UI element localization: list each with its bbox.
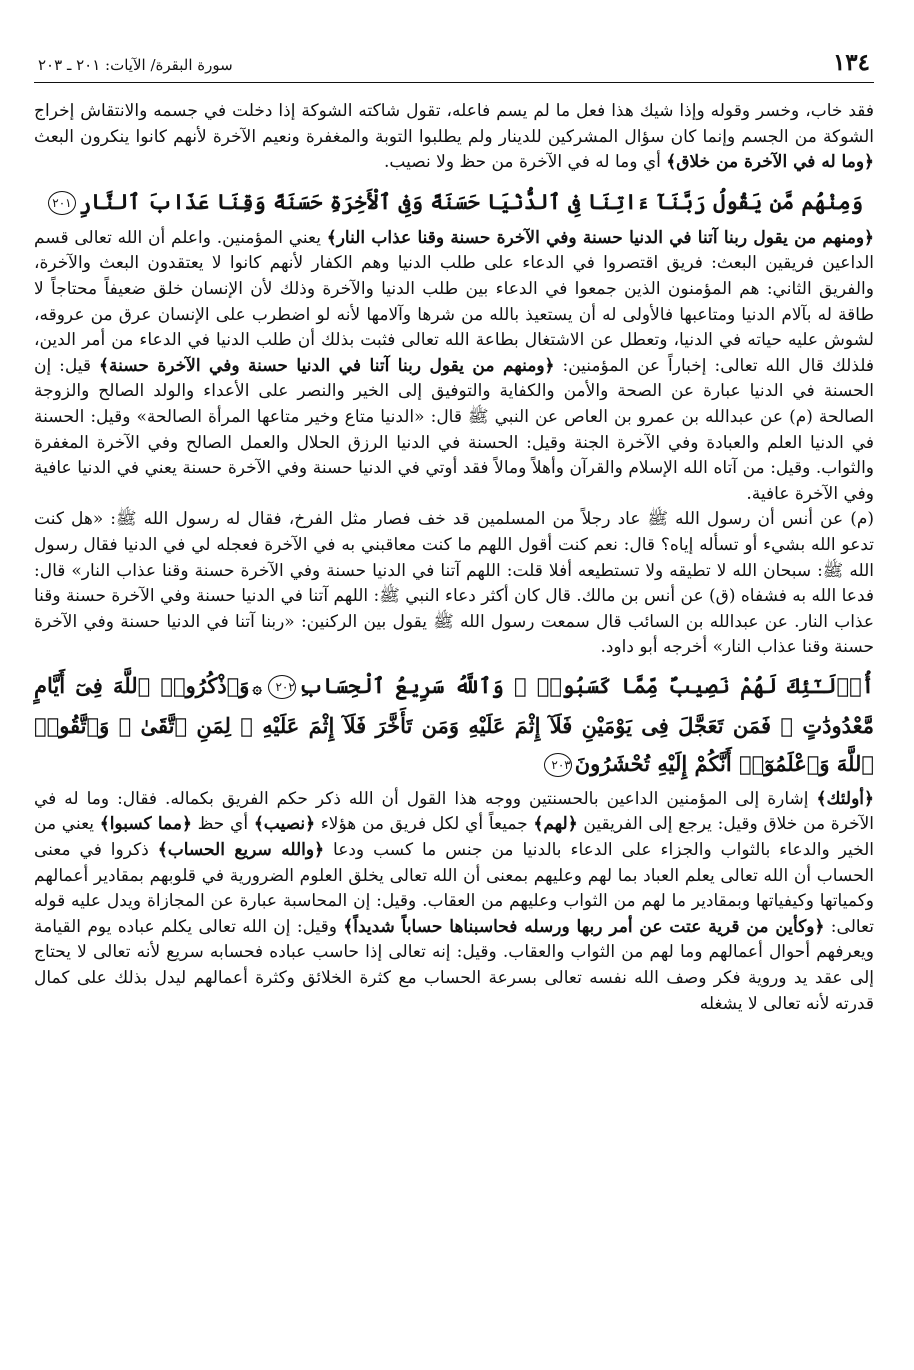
surah-verses-label: سورة البقرة/ الآيات: ٢٠١ ـ ٢٠٣: [38, 56, 233, 74]
text-run: ذكروا في معنى الحساب أن الله تعالى يعلم العباد بما لهم وعليهم بمعنى أن الله تعالى يخلق العلوم الضرورية في قلوبهم بمقادير أعمالهم وكمياتها وكيفياتها وبمقادير ما لهم من الثواب وعليهم من العقاب. وقيل: إن المحاسبة عبارة عن المجازاة ويدل عليه قوله تعالى:: [34, 840, 874, 937]
quran-quote: ﴿أولئك﴾: [816, 788, 874, 809]
text-run: أي وما له في الآخرة من حظ ولا نصيب.: [384, 152, 667, 173]
ayah-text: وَمِنْهُم مَّن يَقُولُ رَبَّنَآ ءَاتِنَا فِى ٱلدُّنْيَا حَسَنَةً وَفِى ٱلْأَخِرَةِ حَسَنَةً وَقِنَا عَذَابَ ٱلنَّارِ: [78, 188, 864, 214]
text-run: جميعاً أي لكل فريق من هؤلاء: [315, 814, 534, 835]
ayah-number-marker: ٢٠٣: [544, 753, 572, 777]
ayah-text: وَٱذْكُرُوا۟ ٱللَّهَ فِىٓ أَيَّامٍ مَّعْدُودَٰتٍ ۚ فَمَن تَعَجَّلَ فِى يَوْمَيْنِ فَلَآ إِثْمَ عَلَيْهِ وَمَن تَأَخَّرَ فَلَآ إِثْمَ عَلَيْهِ ۚ لِمَنِ ٱتَّقَىٰ ۗ وَٱتَّقُوا۟ ٱللَّهَ وَٱعْلَمُوٓا۟ أَنَّكُمْ إِلَيْهِ تُحْشَرُونَ: [34, 672, 874, 776]
quran-quote: ﴿وما له في الآخرة من خلاق﴾: [666, 152, 874, 173]
running-header: [34, 48, 874, 83]
quran-quote: ﴿وكأين من قرية عتت عن أمر ربها ورسله فحاسبناها حساباً شديداً﴾: [343, 916, 825, 937]
commentary-paragraph-2: [34, 226, 874, 508]
quran-quote: ﴿نصيب﴾: [253, 814, 316, 835]
text-run: وقيل: إن الله تعالى يكلم عباده يوم القيامة ويعرفهم أحوال أعمالهم وما لهم من الثواب والعقاب. وقيل: إنه تعالى إذا حاسب عباده فحسابه سريع لأنه تعالى لا يحتاج إلى عقد يد وروية فكر وصف الله نفسه تعالى بسرعة الحساب مع كثرة الخلائق وكثرة أعمالهم ليدل بذلك على كمال قدرته لأنه تعالى لا يشغله: [34, 916, 874, 1014]
book-page: [34, 48, 874, 1350]
ayah-201: [34, 182, 874, 222]
quran-quote: ﴿لهم﴾: [533, 814, 578, 835]
ayah-number-marker: ٢٠١: [48, 191, 76, 215]
ayah-text: أُو۟لَـٰٓئِكَ لَهُمْ نَصِيبٌ مِّمَّا كَسَبُوا۟ ۚ وَٱللَّهُ سَرِيعُ ٱلْحِسَابِ: [298, 672, 874, 698]
quran-quote: ﴿والله سريع الحساب﴾: [157, 840, 325, 861]
text-run: إشارة إلى المؤمنين الداعين بالحسنتين ووجه هذا القول أن الله ذكر حكم الفريق بكماله. فقال: وما له في الآخرة من خلاق وقيل: يرجع إلى الفريقين: [34, 788, 875, 835]
commentary-paragraph-1: [34, 99, 874, 176]
text-run: فقد خاب، وخسر وقوله وإذا شيك هذا فعل ما لم يسم فاعله، تقول شاكته الشوكة إذا دخلت في جسمه والانتقاش إخراج الشوكة من الجسم وإنما كان سؤال المشركين للدينار ولم يطلبوا التوبة والمغفرة ونعيم الآخرة لأنهم كانوا ينكرون البعث: [34, 101, 874, 147]
text-run: قيل: إن الحسنة في الدنيا عبارة عن الصحة والأمن والكفاية والتوفيق إلى الخير والنصر على الأعداء والولد الصالح والزوجة الصالحة (م) عن عبدالله بن عمرو بن العاص عن النبي ﷺ قال: «الدنيا متاع وخير متاعها المرأة الصالحة» وقيل: الحسنة في الدنيا العلم والعبادة وفي الآخرة الجنة وقيل: الحسنة في الدنيا الرزق الحلال والعمل الصالح وفي الآخرة المغفرة والثواب. وقيل: من آتاه الله الإسلام والقرآن وأهلاً ومالاً فقد أوتي في الدنيا حسنة وفي الآخرة حسنة يعني في الدنيا عافية وفي الآخرة عافية.: [34, 355, 874, 504]
text-run: أي حظ: [191, 814, 254, 835]
text-run: يعني المؤمنين. واعلم أن الله تعالى قسم الداعين فريقين البعث: فريق اقتصروا في الدعاء على طلب الدنيا وهم الكفار لأنهم كانوا لا يعتقدون البعث والآخرة، والفريق الثاني: هم المؤمنون الذين جمعوا في الدعاء بين طلب الدنيا والآخرة وذلك لأن الإنسان خلق ضعيفاً محتاجاً لا طاقة له بآلام الدنيا ومتاعبها فالأولى له أن يستعيذ بالله من شرها وآلامها لأنه لو اضطرب على الإنسان عرق من عروقه، لشوش عليه حياته في الدنيا، وتعطل عن الاشتغال بطاعة الله تعالى فثبت بذلك أن طلب الدنيا في الدعاء من أمر الدين، فلذلك قال الله تعالى: إخباراً عن المؤمنين:: [34, 227, 875, 376]
hadith-paragraph: [34, 507, 874, 661]
quran-quote: ﴿ومنهم من يقول ربنا آتنا في الدنيا حسنة وفي الآخرة حسنة وقنا عذاب النار﴾: [326, 227, 874, 248]
ayah-202-203: [34, 667, 874, 783]
quran-quote: ﴿ومنهم من يقول ربنا آتنا في الدنيا حسنة وفي الآخرة حسنة﴾: [99, 355, 555, 376]
quran-quote: ﴿مما كسبوا﴾: [99, 814, 192, 835]
hizb-star-icon: ۞: [252, 677, 262, 697]
commentary-paragraph-3: [34, 787, 874, 1017]
page-number: ١٣٤: [832, 49, 870, 76]
ayah-number-marker: ٢٠٢: [268, 675, 296, 699]
text-run: يعني من الخير والدعاء بالثواب والجزاء على الدعاء بالدنيا من جنس ما كسب ودعا: [34, 814, 874, 861]
text-run: (م) عن أنس أن رسول الله ﷺ عاد رجلاً من المسلمين قد خف فصار مثل الفرخ، فقال له رسول الله ﷺ: «هل كنت تدعو الله بشيء أو تسأله إياه؟ قال: نعم كنت أقول اللهم ما كنت معاقبني به في الآخرة فعجله لي في الدنيا فقال رسول الله ﷺ: سبحان الله لا تطيقه ولا تستطيعه أفلا قلت: اللهم آتنا في الدنيا حسنة وفي الآخرة حسنة وقنا عذاب النار» قال: فدعا الله به فشفاه (ق) عن أنس بن مالك. قال كان أكثر دعاء النبي ﷺ: اللهم آتنا في الدنيا حسنة وفي الآخرة حسنة وقنا عذاب النار. عن عبدالله بن السائب قال سمعت رسول الله ﷺ يقول بين الركنين: «ربنا آتنا في الدنيا حسنة وفي الآخرة حسنة وقنا عذاب النار» أخرجه أبو داود.: [34, 509, 874, 658]
